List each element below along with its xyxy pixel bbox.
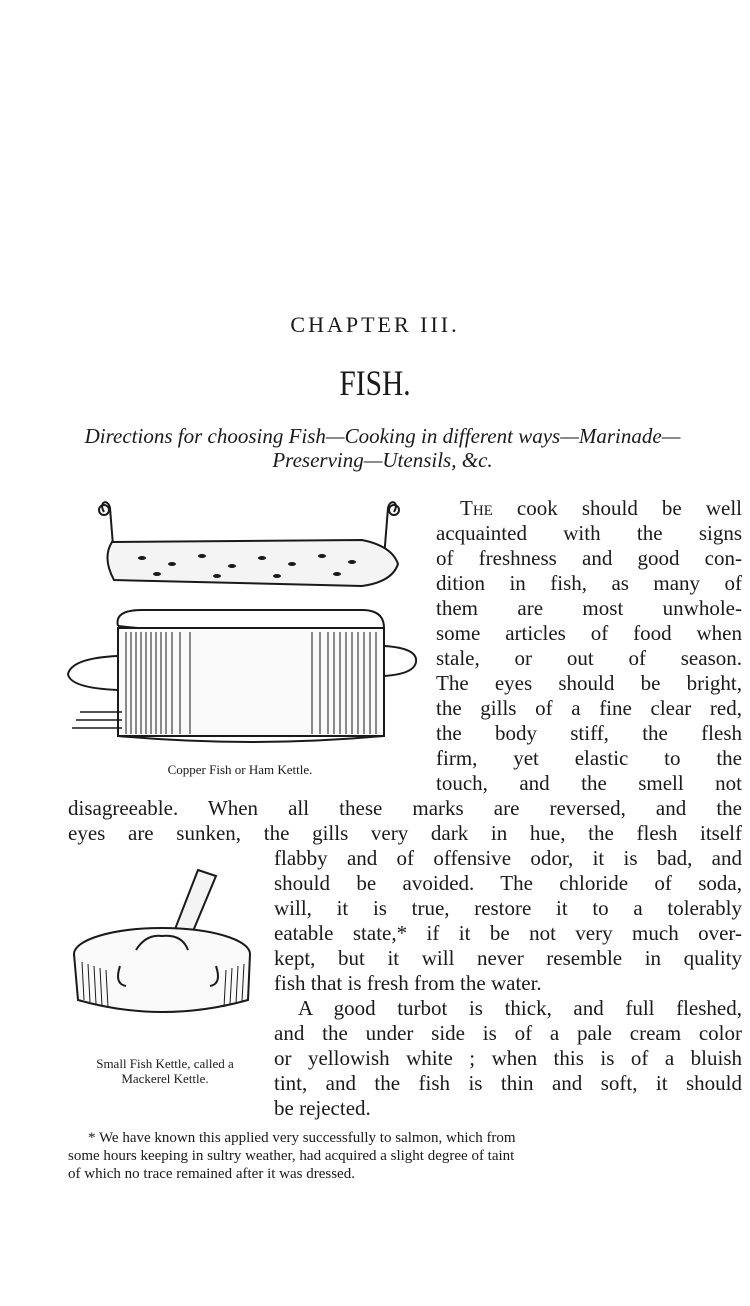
chapter-title: FISH. <box>339 363 411 403</box>
drop-word: The <box>460 496 493 520</box>
body-line-3: of freshness and good con- <box>436 546 742 570</box>
body-line-12: touch, and the smell not <box>436 771 742 795</box>
fish-kettle-illustration <box>62 498 422 760</box>
body-line-5: them are most unwhole- <box>436 596 742 620</box>
body-line-7: stale, or out of season. <box>436 646 742 670</box>
body-line-25: be rejected. <box>274 1096 371 1120</box>
footnote-line-2: some hours keeping in sultry weather, had acquired a slight degree of taint <box>68 1148 515 1164</box>
body-line-21: A good turbot is thick, and full fleshed, <box>298 996 742 1020</box>
chapter-heading: CHAPTER III. <box>290 312 460 337</box>
body-line-20: fish that is fresh from the water. <box>274 971 542 995</box>
footnote-line-1: * We have known this applied very successfully to salmon, which from <box>88 1130 516 1146</box>
body-line-19: kept, but it will never resemble in quality <box>274 946 742 970</box>
mackerel-kettle-caption-line-2: Mackerel Kettle. <box>121 1071 209 1086</box>
body-line-10: the body stiff, the flesh <box>436 721 742 745</box>
chapter-subtitle: Directions for choosing Fish—Cooking in different ways—Marinade—Preserving—Utensils, &c. <box>84 424 681 472</box>
body-line-18: eatable state,* if it be not very much over- <box>274 921 742 945</box>
body-line-23: or yellowish white ; when this is of a bluish <box>274 1046 742 1070</box>
body-line-9: the gills of a fine clear red, <box>436 696 742 720</box>
body-line-14: eyes are sunken, the gills very dark in hue, the flesh itself <box>68 821 742 845</box>
mackerel-kettle-caption-line-1: Small Fish Kettle, called a <box>96 1056 234 1071</box>
footnote-line-3: of which no trace remained after it was dressed. <box>68 1166 355 1182</box>
body-line-13: disagreeable. When all these marks are reversed, and the <box>68 796 742 820</box>
mackerel-kettle-illustration <box>66 862 266 1022</box>
body-line-11: firm, yet elastic to the <box>436 746 742 770</box>
body-line-15: flabby and of offensive odor, it is bad, and <box>274 846 742 870</box>
body-line-2: acquainted with the signs <box>436 521 742 545</box>
body-line-1: The cook should be well <box>460 496 742 520</box>
body-line-17: will, it is true, restore it to a tolerably <box>274 896 742 920</box>
body-line-6: some articles of food when <box>436 621 742 645</box>
body-line-16: should be avoided. The chloride of soda, <box>274 871 742 895</box>
body-line-8: The eyes should be bright, <box>436 671 742 695</box>
body-line-22: and the under side is of a pale cream color <box>274 1021 742 1045</box>
body-line-4: dition in fish, as many of <box>436 571 742 595</box>
fish-kettle-caption: Copper Fish or Ham Kettle. <box>167 762 313 777</box>
body-line-24: tint, and the fish is thin and soft, it should <box>274 1071 742 1095</box>
